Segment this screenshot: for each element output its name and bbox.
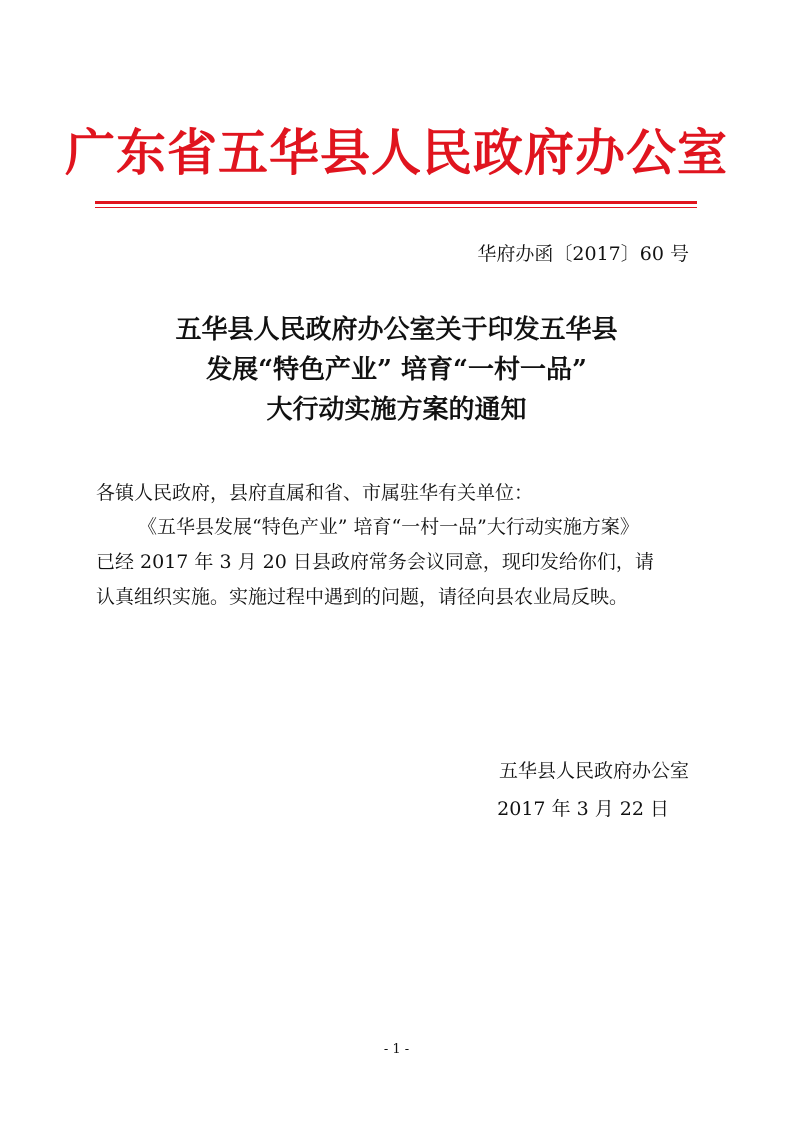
document-title [0, 310, 793, 430]
masthead-title: 广东省五华县人民政府办公室 [65, 123, 728, 182]
body-line: 《五华县发展“特色产业” 培育“一村一品”大行动实施方案》 [138, 516, 639, 538]
body-line: 认真组织实施。实施过程中遇到的问题，请径向县农业局反映。 [96, 586, 629, 608]
signature-date: 2017 年 3 月 22 日 [497, 798, 669, 820]
document-number: 华府办函〔2017〕60 号 [477, 243, 689, 265]
title-line-1: 五华县人民政府办公室关于印发五华县 [175, 315, 618, 345]
title-line-2: 发展“特色产业” 培育“一村一品” [206, 355, 587, 385]
page-number: - 1 - [383, 1042, 410, 1057]
red-separator-rule [95, 201, 697, 204]
salutation: 各镇人民政府，县府直属和省、市属驻华有关单位： [96, 482, 534, 504]
signature-organization: 五华县人民政府办公室 [498, 760, 689, 782]
body-paragraph [96, 510, 696, 615]
body-line: 已经 2017 年 3 月 20 日县政府常务会议同意，现印发给你们，请 [96, 551, 654, 573]
title-line-3: 大行动实施方案的通知 [266, 395, 527, 425]
red-separator-rule-thin [95, 207, 697, 208]
